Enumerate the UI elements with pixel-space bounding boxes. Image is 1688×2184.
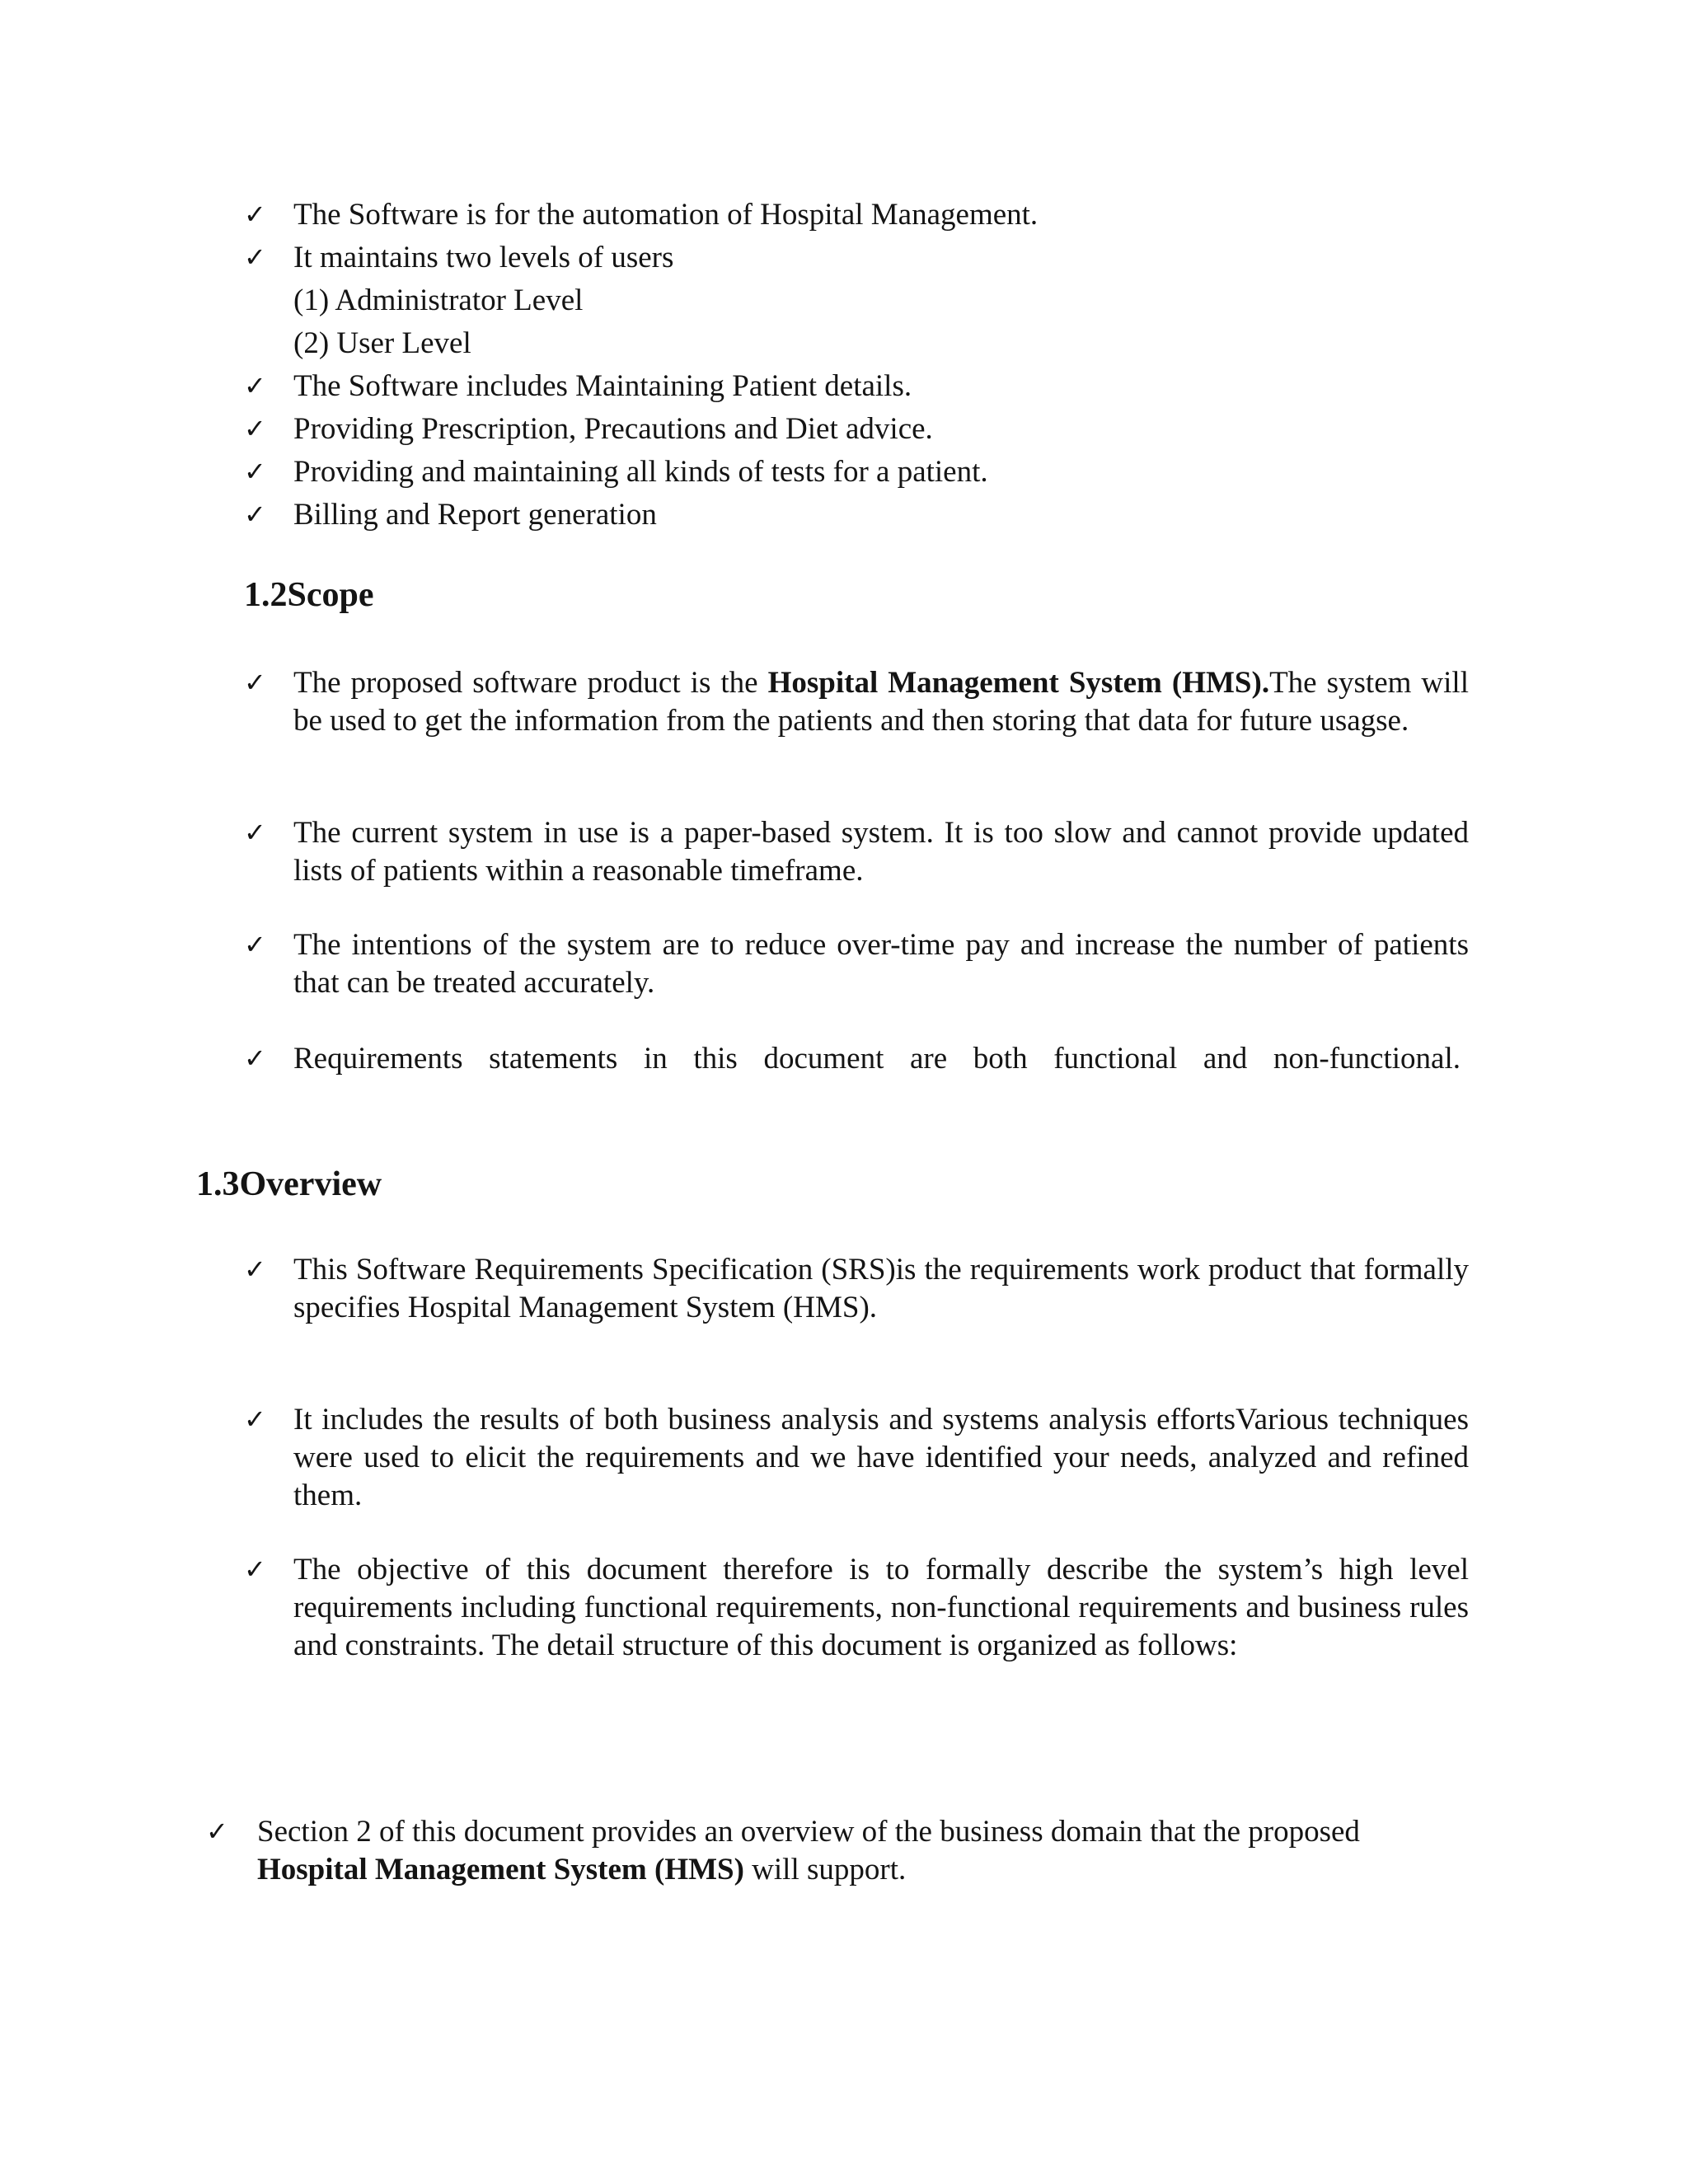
intro-bullet-6: Billing and Report generation [293, 498, 657, 532]
checkmark-icon: ✓ [244, 456, 266, 487]
scope-heading [244, 574, 374, 616]
section2-bullet: Section 2 of this document provides an overview of the business domain that the proposed Hospital Management System (HMS) will support. [257, 1815, 1360, 1886]
overview-heading-number: 1.3 [196, 1165, 240, 1203]
checkmark-icon: ✓ [244, 817, 266, 848]
user-level-user: (2) User Level [293, 326, 471, 360]
overview-heading-title: Overview [239, 1165, 382, 1203]
checkmark-icon: ✓ [244, 1043, 266, 1074]
checkmark-icon: ✓ [244, 1404, 266, 1435]
intro-bullet-2: It maintains two levels of users [293, 241, 674, 274]
scope-heading-number: 1.2 [244, 576, 288, 614]
checkmark-icon: ✓ [244, 370, 266, 401]
checkmark-icon: ✓ [244, 1554, 266, 1585]
checkmark-icon: ✓ [244, 199, 266, 230]
scope-bullet-3: The intentions of the system are to reduce over-time pay and increase the number of patients that can be treated accurately. [293, 928, 1469, 1000]
checkmark-icon: ✓ [244, 241, 266, 273]
overview-bullet-2: It includes the results of both business analysis and systems analysis effortsVarious techniques were used to elicit the requirements and we have identified your needs, analyzed and refined them. [293, 1403, 1469, 1512]
overview-heading [196, 1164, 382, 1205]
intro-bullet-5: Providing and maintaining all kinds of tests for a patient. [293, 455, 988, 489]
checkmark-icon: ✓ [244, 667, 266, 698]
checkmark-icon: ✓ [244, 499, 266, 530]
intro-bullet-1: The Software is for the automation of Hospital Management. [293, 198, 1039, 232]
overview-bullet-3: The objective of this document therefore is to formally describe the system’s high level requirements including functional requirements, non-functional requirements and business rules and constraints. The detail structure of this document is organized as follows: [293, 1553, 1469, 1662]
hms-bold-name: Hospital Management System (HMS). [767, 666, 1270, 700]
scope-heading-title: Scope [287, 576, 374, 614]
scope-bullet-2: The current system in use is a paper-based system. It is too slow and cannot provide updated lists of patients within a reasonable timeframe. [293, 816, 1469, 888]
checkmark-icon: ✓ [206, 1816, 228, 1847]
scope-bullet-1: The proposed software product is the Hospital Management System (HMS).The system will be used to get the information from the patients and then storing that data for future usagse. [293, 666, 1469, 738]
checkmark-icon: ✓ [244, 413, 266, 444]
intro-bullet-3: The Software includes Maintaining Patient details. [293, 369, 912, 403]
user-level-administrator: (1) Administrator Level [293, 284, 584, 317]
intro-bullet-4: Providing Prescription, Precautions and Diet advice. [293, 412, 933, 446]
scope-bullet-4: Requirements statements in this document are both functional and non-functional. [293, 1042, 1461, 1076]
overview-bullet-1: This Software Requirements Specification (SRS)is the requirements work product that formally specifies Hospital Management System (HMS). [293, 1253, 1469, 1324]
checkmark-icon: ✓ [244, 929, 266, 960]
checkmark-icon: ✓ [244, 1254, 266, 1285]
hms-bold-name: Hospital Management System (HMS) [257, 1853, 744, 1886]
